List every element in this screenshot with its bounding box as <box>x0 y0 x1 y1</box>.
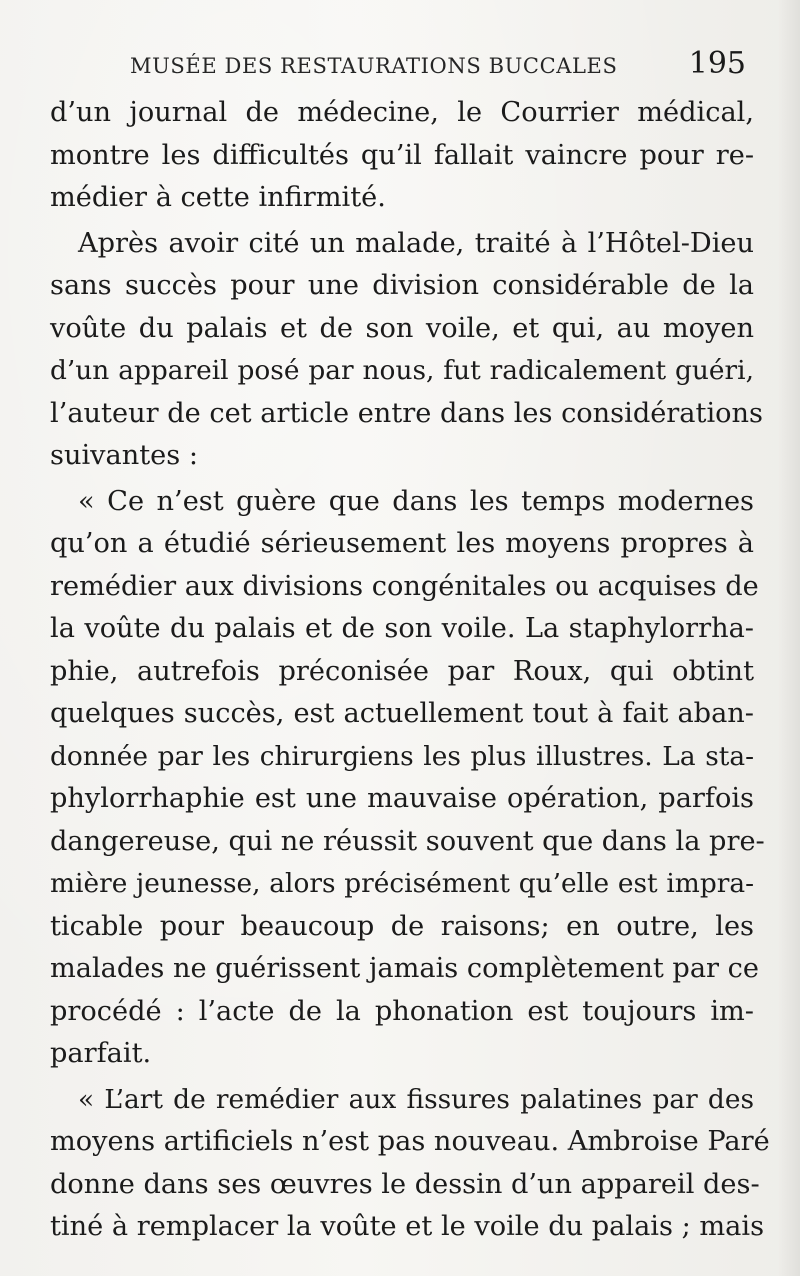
text-line: remédier aux divisions congénitales ou acquises de <box>50 570 759 602</box>
text-line: tiné à remplacer la voûte et le voile du palais ; mais <box>50 1211 765 1242</box>
text-line: procédé : l’acte de la phonation est toujours im- <box>50 995 754 1027</box>
text-line: la voûte du palais et de son voile. La staphylorrha- <box>50 613 754 644</box>
text-line: médier à cette infirmité. <box>50 182 386 213</box>
text-line: l’auteur de cet article entre dans les considérations <box>50 397 763 429</box>
text-line: phylorrhaphie est une mauvaise opération, parfois <box>50 783 754 814</box>
running-head: MUSÉE DES RESTAURATIONS BUCCALES <box>130 54 618 78</box>
text-line: « L’art de remédier aux fissures palatines par des <box>78 1083 754 1115</box>
text-line: d’un appareil posé par nous, fut radicalement guéri, <box>50 355 754 386</box>
text-line: donnée par les chirurgiens les plus illustres. La sta- <box>50 740 754 772</box>
page-header <box>130 46 746 82</box>
text-line: parfait. <box>50 1038 152 1069</box>
page-edge-shadow <box>778 0 800 1276</box>
text-line: « Ce n’est guère que dans les temps modernes <box>78 485 754 517</box>
text-line: Après avoir cité un malade, traité à l’Hôtel-Dieu <box>78 227 754 259</box>
text-line: montre les difficultés qu’il fallait vaincre pour re- <box>50 139 754 171</box>
text-line: mière jeunesse, alors précisément qu’elle est impra- <box>50 868 754 899</box>
page-number: 195 <box>688 46 746 81</box>
text-line: phie, autrefois préconisée par Roux, qui obtint <box>50 655 754 687</box>
text-line: moyens artificiels n’est pas nouveau. Ambroise Paré <box>50 1126 770 1157</box>
text-line: d’un journal de médecine, le Courrier médical, <box>50 97 754 128</box>
body-text <box>50 92 770 1249</box>
text-line: dangereuse, qui ne réussit souvent que dans la pre- <box>50 825 765 857</box>
text-line: quelques succès, est actuellement tout à fait aban- <box>50 698 754 729</box>
text-line: donne dans ses œuvres le dessin d’un appareil des- <box>50 1168 760 1200</box>
text-line: malades ne guérissent jamais complètement par ce <box>50 953 759 984</box>
text-line: ticable pour beaucoup de raisons; en outre, les <box>50 910 754 942</box>
text-line: sans succès pour une division considérable de la <box>50 270 754 301</box>
text-line: qu’on a étudié sérieusement les moyens propres à <box>50 528 754 559</box>
text-line: voûte du palais et de son voile, et qui, au moyen <box>50 312 754 344</box>
text-line: suivantes : <box>50 440 199 471</box>
